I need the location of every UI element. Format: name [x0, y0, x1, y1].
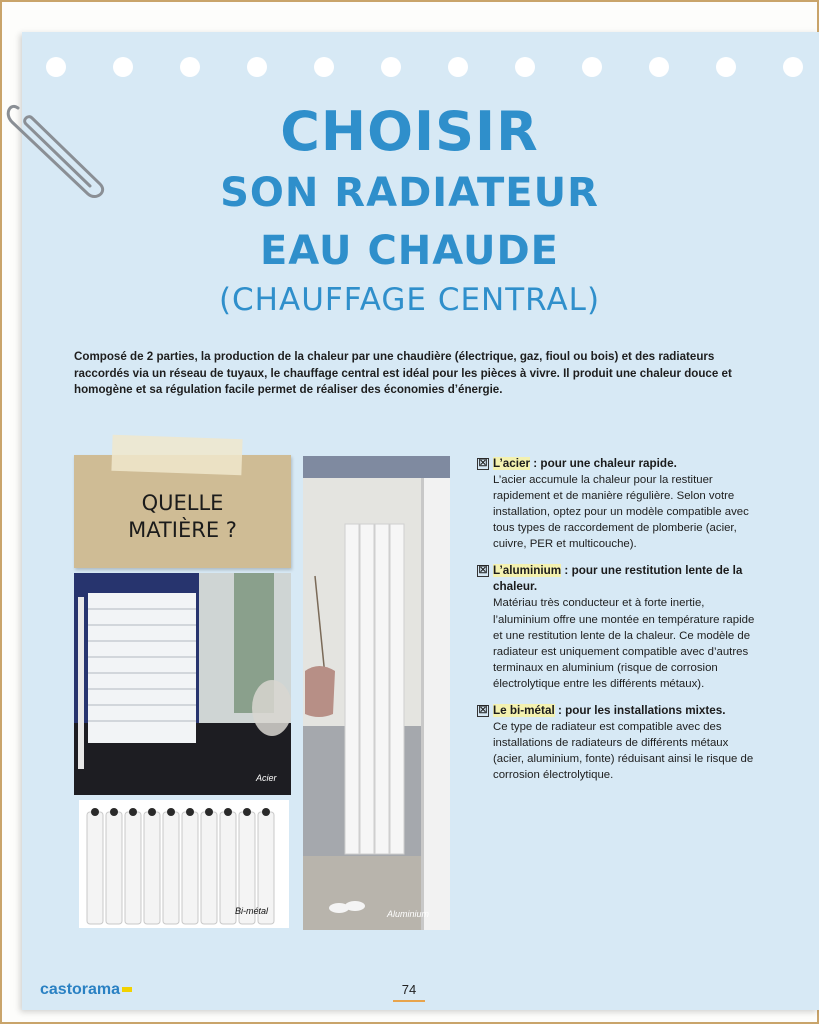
material-item-acier	[477, 456, 757, 552]
material-item-heading	[477, 456, 757, 472]
title-line-3: EAU CHAUDE	[259, 228, 560, 274]
aluminium-radiator-illustration	[303, 456, 450, 930]
caption-aluminium: Aluminium	[387, 909, 430, 919]
title-line-2: SON RADIATEUR	[220, 170, 599, 216]
material-name-highlight: L’aluminium	[493, 564, 562, 578]
binder-hole	[113, 57, 133, 77]
binder-hole	[783, 57, 803, 77]
checkbox-icon: ☒	[478, 705, 488, 717]
tape-strip	[111, 435, 242, 476]
checkbox-icon: ☒	[478, 565, 488, 577]
material-description: Ce type de radiateur est compatible avec des installations de radiateurs de différents métaux (acier, aluminium, fonte) réduisant ainsi le risque de corrosion électrolytique.	[493, 721, 754, 782]
material-item-heading	[477, 703, 757, 719]
binder-hole	[314, 57, 334, 77]
note-line-2: MATIÈRE ?	[128, 518, 237, 542]
binder-hole	[649, 57, 669, 77]
page-number-underline	[393, 1000, 425, 1002]
material-description: L’acier accumule la chaleur pour la restituer rapidement et de manière régulière. Selon votre installation, optez pour un modèle compatible avec tous types de raccordement de plomberie (acier, cuivre, PER et multicouche).	[493, 474, 749, 551]
photo-steel-radiator	[74, 573, 291, 795]
material-subtitle: : pour une chaleur rapide.	[530, 457, 677, 470]
binder-hole	[515, 57, 535, 77]
binder-hole	[381, 57, 401, 77]
binder-hole	[448, 57, 468, 77]
logo-dash	[122, 987, 132, 992]
caption-acier: Acier	[256, 773, 277, 783]
binder-hole	[582, 57, 602, 77]
sticky-note-text	[74, 490, 291, 544]
binder-hole	[247, 57, 267, 77]
caption-bimetal: Bi-métal	[235, 906, 269, 916]
title-line-1: CHOISIR	[280, 100, 539, 163]
page-number: 74	[401, 982, 417, 997]
photo-aluminium-radiator	[303, 456, 450, 930]
material-description: Matériau très conducteur et à forte inertie, l’aluminium offre une montée en température rapide et une restitution lente de la chaleur. Ce modèle de radiateur est uniquement compatible avec d’autres terminaux en aluminium (risque de corrosion électrolytique entre les différents métaux).	[493, 597, 755, 690]
note-line-1: QUELLE	[141, 491, 224, 515]
binder-hole	[46, 57, 66, 77]
material-list	[477, 456, 757, 794]
material-name-highlight: Le bi-métal	[493, 704, 555, 718]
photo-bimetal-radiator	[79, 800, 289, 928]
castorama-logo	[40, 981, 132, 999]
intro-paragraph: Composé de 2 parties, la production de la chaleur par une chaudière (électrique, gaz, fioul ou bois) et des radiateurs raccordés via un réseau de tuyaux, le chauffage central est idéal pour les pièces à vivre. Il produit une chaleur douce et homogène et sa régulation facile permet de réaliser des économies d’énergie.	[74, 350, 732, 396]
material-item-aluminium	[477, 563, 757, 692]
logo-text: castorama	[40, 981, 121, 998]
binder-hole	[180, 57, 200, 77]
material-item-heading	[477, 563, 757, 595]
title-line-4: (CHAUFFAGE CENTRAL)	[218, 282, 601, 318]
steel-radiator-illustration	[74, 573, 291, 795]
material-name-highlight: L’acier	[493, 457, 531, 470]
binder-hole	[716, 57, 736, 77]
checkbox-icon: ☒	[478, 458, 488, 469]
material-subtitle: : pour les installations mixtes.	[554, 704, 726, 718]
material-item-bimetal	[477, 703, 757, 783]
material-subtitle: : pour une restitution lente de la chaleur.	[493, 564, 743, 594]
